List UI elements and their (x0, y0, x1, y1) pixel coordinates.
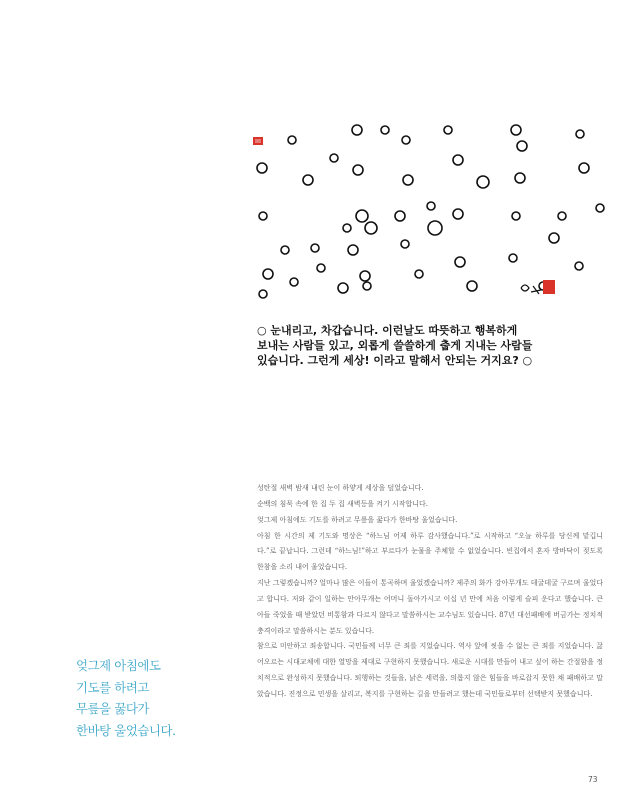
snowflake-ring (363, 282, 371, 290)
snowfall-illustration (245, 118, 605, 378)
pull-quote-line: 엊그제 아침에도 (76, 658, 161, 673)
red-seal-top (253, 137, 263, 145)
snowflake-ring (352, 125, 362, 135)
snowflake-ring (317, 264, 325, 272)
snowflake-ring (395, 211, 405, 221)
snowflake-circles (257, 125, 604, 298)
body-paragraph: 순백의 침묵 속에 한 집 두 집 새벽등을 켜기 시작합니다. (257, 499, 429, 508)
snowflake-ring (263, 269, 273, 279)
snowflake-ring (579, 163, 589, 173)
snowflake-ring (415, 270, 423, 278)
snowflake-ring (558, 212, 566, 220)
snowflake-ring (360, 271, 370, 281)
pull-quote (76, 655, 236, 741)
caption-line: 보내는 사람들 있고, 외롭게 쓸쓸하게 춥게 지내는 사람들 (257, 339, 533, 352)
snowflake-ring (401, 240, 409, 248)
snowflake-ring (356, 210, 368, 222)
body-paragraph: 엊그제 아침에도 기도를 하려고 무릎을 꿇다가 한바탕 울었습니다. (257, 515, 458, 524)
body-paragraph: 지난 그렇겠습니까? 얼마나 많은 이들이 통곡하며 울었겠습니까? 제주의 화가 강아무개도 데굴데굴 구르며 울었다고 합니다. 저와 같이 일하는 안아무개는 어머니 돌아가시고 이십 년 만에 처음 이렇게 슬피 운다고 했습니다. 큰 아들 죽었을 때 받았던 비통함과 다르지 않다고 말씀하시는 교수님도 있습니다. 87년 대선패배에 버금가는 정치적 충격이라고 말씀하시는 분도 있습니다. (257, 579, 603, 635)
snowflake-ring (575, 262, 583, 270)
snowflake-ring (453, 155, 463, 165)
pull-quote-line: 기도를 하려고 (76, 679, 149, 695)
snowflake-ring (311, 244, 319, 252)
snowflake-ring (428, 221, 442, 235)
snowflake-ring (453, 209, 463, 219)
snowflake-ring (402, 136, 410, 144)
caption-line: ○ 눈내리고, 차갑습니다. 이런날도 따뜻하고 행복하게 (257, 324, 518, 337)
body-paragraph: 아침 한 시간의 제 기도와 명상은 “하느님 어제 하루 감사했습니다.”로 시작하고 “오늘 하루를 당신께 맡깁니다.”로 끝납니다. 그런데 “하느님!”하고 부르다가 눈물을 주체할 수 없었습니다. 빈집에서 혼자 방바닥이 젖도록 한참을 소리 내어 울었습니다. (257, 531, 603, 572)
caption-line: 있습니다. 그런게 세상! 이라고 말해서 안되는 거지요? ○ (257, 354, 533, 367)
snowflake-ring (515, 173, 525, 183)
body-paragraph: 성탄절 새벽 밤새 내린 눈이 하얗게 세상을 덮었습니다. (257, 484, 424, 492)
snowflake-ring (288, 136, 296, 144)
snowflake-ring (444, 126, 452, 134)
snowflake-ring (477, 176, 489, 188)
snowflake-ring (343, 224, 351, 232)
snowflake-ring (259, 212, 267, 220)
pull-quote-line: 무릎을 꿇다가 (76, 701, 149, 717)
page-number: 73 (588, 775, 598, 784)
snowflake-ring (467, 281, 477, 291)
pull-quote-line: 한바탕 울었습니다. (76, 722, 176, 738)
snowflake-ring (353, 165, 363, 175)
artist-signature (521, 280, 555, 294)
snowflake-ring (576, 130, 584, 138)
snowflake-ring (427, 202, 435, 210)
snowflake-ring (512, 212, 520, 220)
body-paragraph: 참으로 미안하고 죄송합니다. 국민들께 너무 큰 죄를 지었습니다. 역사 앞에 씻을 수 없는 큰 죄를 지었습니다. 끓어오르는 시대교체에 대한 열망을 제대로 구현하지 못했습니다. 새로운 시대를 만들어 내고 싶어 하는 간절함을 정치적으로 완성하지 못했습니다. 퇴행하는 것들을, 낡은 세력을, 의롭지 않은 힘들을 바로잡지 못한 채 패배하고 말았습니다. 진정으로 민생을 살리고, 복지를 구현하는 길을 만들려고 했는데 국민들로부터 선택받지 못했습니다. (257, 642, 603, 698)
snowflake-ring (290, 278, 298, 286)
snowflake-ring (596, 204, 604, 212)
snowflake-ring (348, 245, 358, 255)
snowflake-ring (257, 163, 267, 173)
snowflake-ring (403, 175, 413, 185)
snowflake-ring (281, 246, 289, 254)
snowflake-ring (517, 141, 527, 151)
snowflake-ring (549, 233, 559, 243)
snowflake-ring (303, 175, 313, 185)
snowflake-ring (381, 126, 389, 134)
snowflake-ring (509, 254, 517, 262)
handwritten-caption (256, 323, 533, 367)
snowflake-ring (259, 290, 267, 298)
snowflake-ring (455, 257, 465, 267)
snowflake-ring (365, 222, 377, 234)
body-text (257, 481, 603, 703)
red-seal-signature (543, 280, 555, 294)
snowflake-ring (338, 283, 348, 293)
snowflake-ring (511, 125, 521, 135)
snowflake-ring (330, 154, 338, 162)
